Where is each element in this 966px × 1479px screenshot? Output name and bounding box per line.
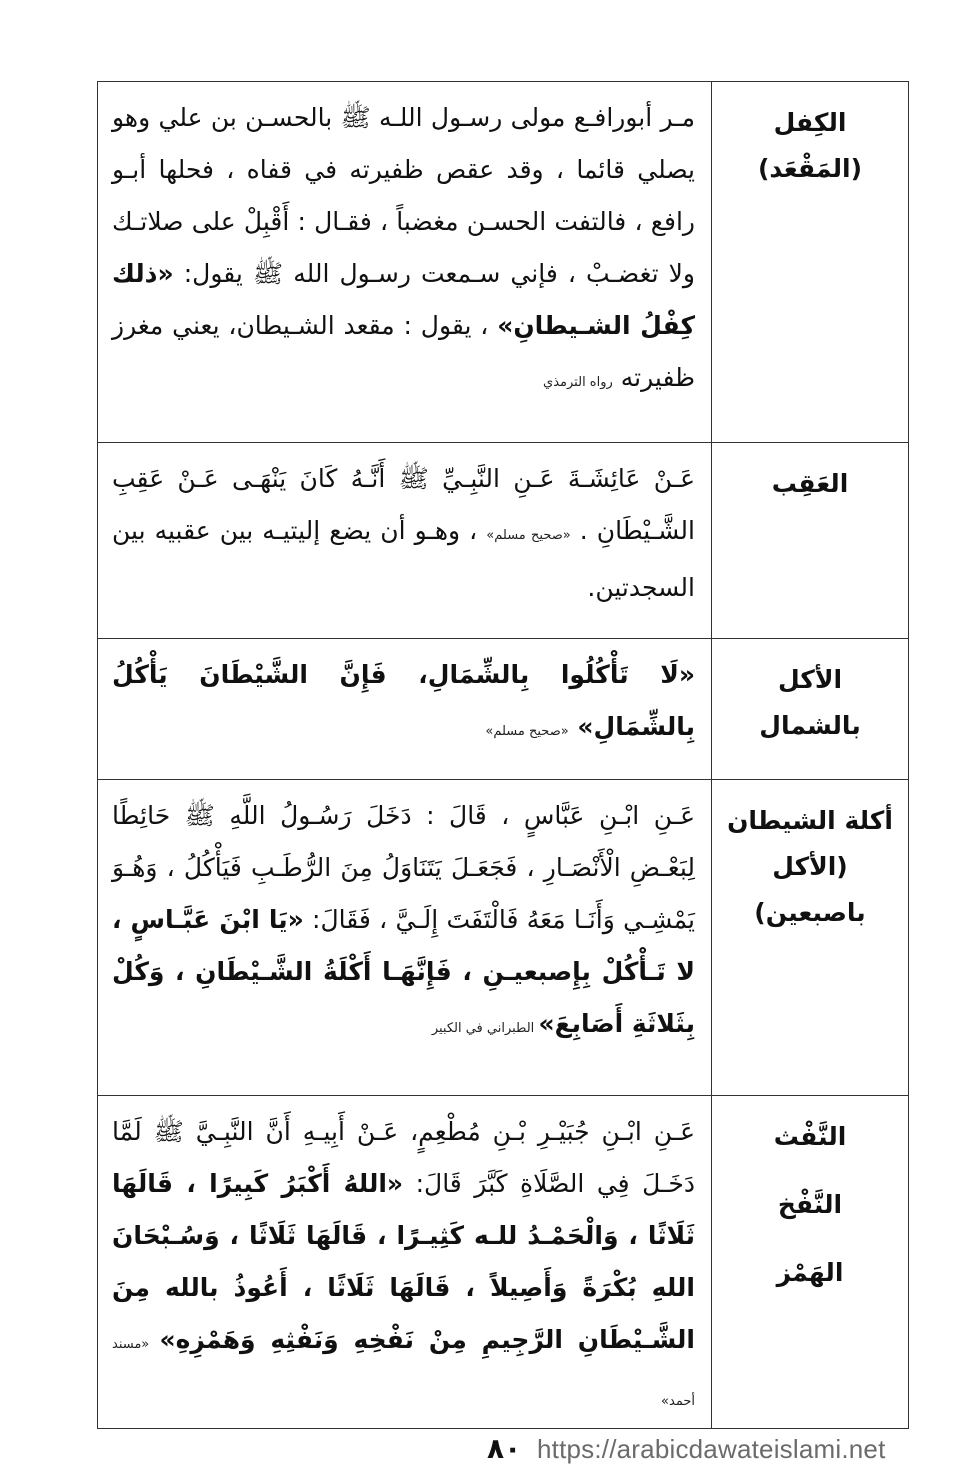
term-cell — [712, 443, 909, 639]
page-number: ٨٠ — [487, 1432, 522, 1465]
description-text: عَـنِ ابْـنِ جُبَيْـرِ بْـنِ مُطْعِمٍ، عَـنْ أَبِيـهِ أَنَّ النَّبِـيَّ ﷺ لَمَّا دَخَـلَ فِي الصَّلَاةِ كَبَّرَ قَالَ: — [112, 1117, 695, 1198]
hadith-quote: «اللهُ أَكْبَرُ كَبِيرًا ، قَالَهَا ثَلَاثًا ، وَالْحَمْـدُ للـه كَثِيـرًا ، قَالَهَا ثَلَاثًا ، وَسُـبْحَانَ اللهِ بُكْرَةً وَأَصِيلاً ، قَالَهَا ثَلَاثًا ، أَعُوذُ بالله مِنَ الشَّـيْطَانِ الرَّجِيمِ مِنْ نَفْخِهِ وَنَفْثِهِ وَهَمْزِهِ» — [112, 1169, 695, 1354]
term-line: النَّفْث — [773, 1122, 847, 1151]
table-row — [98, 443, 909, 639]
description-text: ، وهـو أن يضع إليتيـه بين عقبيه بين السجدتين. — [112, 516, 695, 602]
term-cell — [712, 1096, 909, 1429]
source-reference: «صحيح مسلم» — [486, 528, 571, 543]
description-cell — [98, 639, 712, 780]
terms-table — [97, 81, 909, 1429]
description-text: مـر أبورافـع مولى رسـول اللـه ﷺ بالحسـن بن علي وهو يصلي قائما ، وقد عقص ظفيرته في قفاه ، فحلها أبـو رافع ، فالتفت الحسـن مغضباً ، فقـال : أَقْبِلْ على صلاتـك ولا تغضـبْ ، فإني سـمعت رسـول الله ﷺ يقول: — [112, 103, 695, 288]
description-cell — [98, 82, 712, 443]
term-line: العَقِب — [771, 469, 849, 498]
term-line: الأكل — [777, 665, 843, 694]
source-reference: رواه الترمذي — [543, 375, 613, 390]
table-row — [98, 639, 909, 780]
table-row — [98, 780, 909, 1096]
term-line: النَّفْخ — [777, 1190, 843, 1219]
term-line: أكلة الشيطان — [727, 806, 893, 835]
source-reference: الطبراني في الكبير — [431, 1021, 539, 1036]
term-line: الكِفل — [773, 108, 847, 137]
source-reference: «مسند أحمد» — [112, 1337, 695, 1409]
term-line: الهَمْز — [776, 1258, 844, 1287]
hadith-quote: «يَا ابْنَ عَبَّـاسٍ ، لا تَـأْكُلْ بِإِصبعيـنِ ، فَإِنَّهَـا أَكْلَةُ الشَّـيْطَانِ ، وَكُلْ بِثَلاثَةِ أَصَابِعَ» — [112, 905, 695, 1038]
table-row — [98, 1096, 909, 1429]
term-cell — [712, 780, 909, 1096]
description-text: عَـنْ عَائِشَـةَ عَـنِ النَّبِـيِّ ﷺ أَنَّـهُ كَانَ يَنْهَـى عَـنْ عَقِبِ الشَّـيْطَانِ . — [112, 464, 695, 545]
description-text: ، يقول : مقعد الشـيطان، يعني مغرز ظفيرته — [112, 311, 695, 392]
term-line: باصبعين) — [754, 898, 866, 927]
website-url[interactable]: https://arabicdawateislami.net — [537, 1434, 886, 1464]
term-line: بالشمال — [759, 711, 861, 740]
hadith-quote: «لَا تَأْكُلُوا بِالشِّمَالِ، فَإِنَّ الشَّيْطَانَ يَأْكُلُ بِالشِّمَالِ» — [112, 660, 695, 741]
term-line: (الأكل — [772, 852, 848, 881]
term-cell — [712, 639, 909, 780]
table-row — [98, 82, 909, 443]
description-text: عَـنِ ابْـنِ عَبَّاسٍ ، قَالَ : دَخَلَ رَسُـولُ اللَّهِ ﷺ حَائِطًا لِبَعْـضِ الْأَنْصَـارِ ، فَجَعَـلَ يَتَنَاوَلُ مِنَ الرُّطَـبِ فَيَأْكُلُ ، وَهُـوَ يَمْشِـي وَأَنَـا مَعَهُ فَالْتَفَتَ إِلَـيَّ ، فَقَالَ: — [112, 801, 695, 934]
term-line: (المَقْعَد) — [757, 154, 863, 183]
term-cell — [712, 82, 909, 443]
description-cell — [98, 443, 712, 639]
hadith-quote: «ذلك كِفْلُ الشـيطانِ» — [112, 259, 695, 340]
source-reference: «صحيح مسلم» — [485, 724, 569, 739]
description-cell — [98, 780, 712, 1096]
page-footer — [0, 1432, 966, 1465]
description-cell — [98, 1096, 712, 1429]
